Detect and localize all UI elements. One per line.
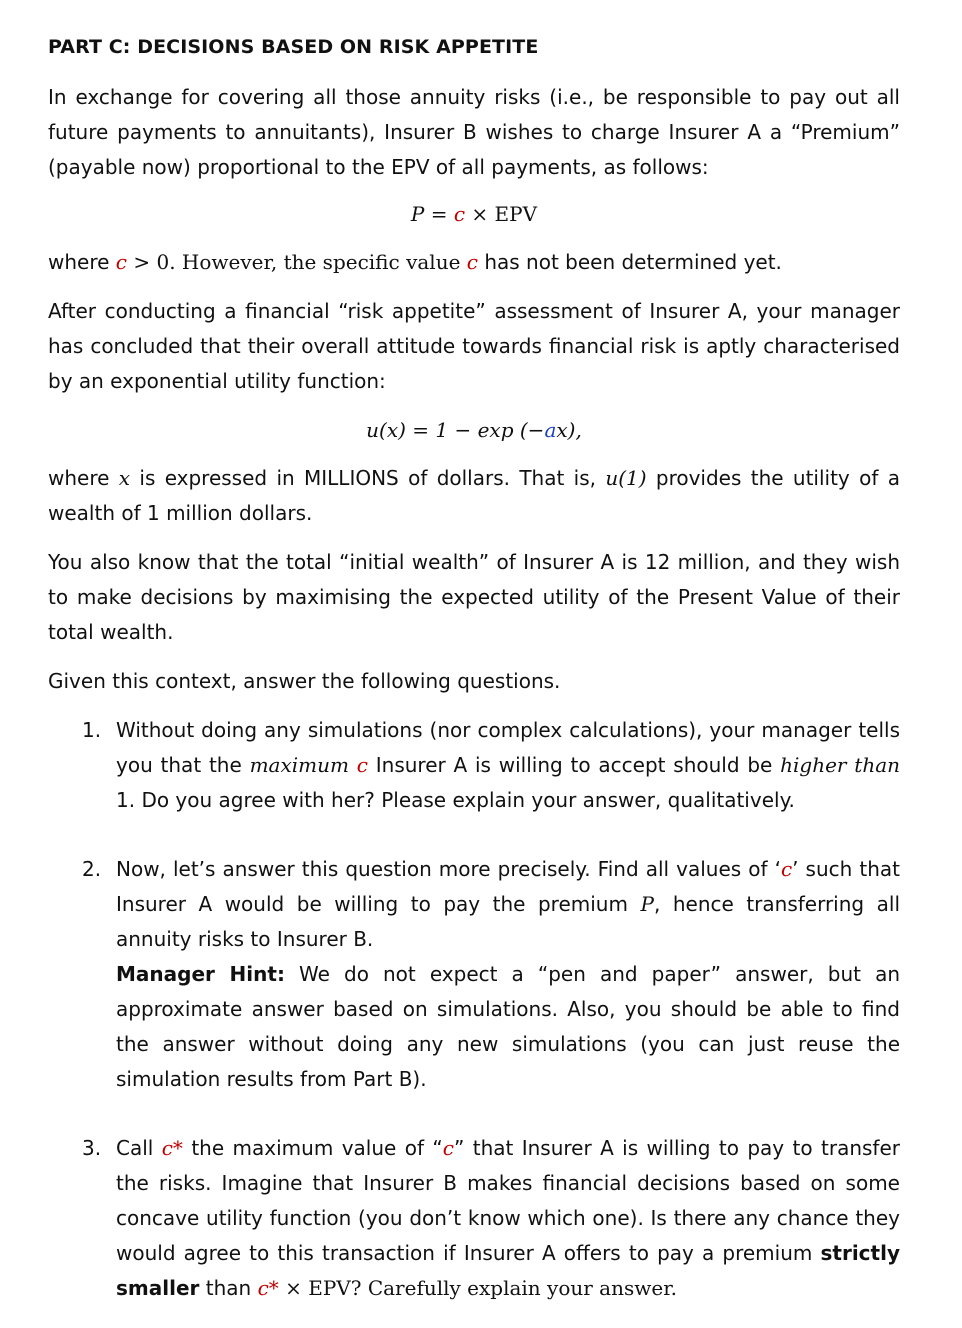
text-span: Without doing any simulations (nor complex calculations), your manager tells you that the xyxy=(116,718,900,777)
premium-equation xyxy=(48,197,900,231)
text-span: has not been determined yet. xyxy=(477,250,782,274)
bold-term: strictly smaller xyxy=(116,1241,900,1300)
c-symbol: c xyxy=(442,1136,454,1160)
eq-utility-left: u(x) = 1 − exp (− xyxy=(366,418,545,442)
text-span xyxy=(349,753,357,777)
question-number: 2. xyxy=(82,857,102,881)
text-span: than xyxy=(199,1276,258,1300)
question-2 xyxy=(48,852,900,1097)
text-span: provides the utility of a wealth of 1 million dollars. xyxy=(48,466,900,525)
c-symbol: c xyxy=(356,753,368,777)
eq-utility-right: x), xyxy=(556,418,582,442)
text-span: Now, let’s answer this question more precisely. Find all values of ‘ xyxy=(116,857,781,881)
x-symbol: x xyxy=(118,466,131,490)
question-3 xyxy=(48,1131,900,1306)
intro-paragraph: In exchange for covering all those annuity risks (i.e., be responsible to pay out all future payments to annuitants), Insurer B wishes to charge Insurer A a “Premium” (payable now) proportional to the EPV of all payments, as follows: xyxy=(48,85,900,179)
c-symbol: c xyxy=(466,250,478,274)
eq-equals: = xyxy=(424,202,454,226)
text-span: × EPV? Carefully explain your answer. xyxy=(278,1276,677,1300)
eq-alpha-symbol: a xyxy=(544,418,557,442)
text-span: 1. Do you agree with her? Please explain your answer, qualitatively. xyxy=(116,788,795,812)
c-condition-paragraph xyxy=(48,245,900,280)
c-star-symbol: c* xyxy=(161,1136,183,1160)
text-span: , hence transferring all annuity risks to Insurer B. xyxy=(116,892,900,951)
text-span: where xyxy=(48,250,116,274)
italic-term: maximum xyxy=(249,753,349,777)
document-page xyxy=(48,30,900,1306)
risk-appetite-paragraph: After conducting a financial “risk appetite” assessment of Insurer A, your manager has concluded that their overall attitude towards financial risk is aptly characterised by an exponential utility function: xyxy=(48,299,900,393)
text-span: where xyxy=(48,466,119,490)
hint-label: Manager Hint: xyxy=(116,962,285,986)
wealth-paragraph: You also know that the total “initial wealth” of Insurer A is 12 million, and they wish to make decisions by maximising the expected utility of the Present Value of their total wealth. xyxy=(48,550,900,644)
text-span: Insurer A is willing to accept should be xyxy=(367,753,781,777)
text-span: the maximum value of “ xyxy=(182,1136,443,1160)
context-paragraph: Given this context, answer the following questions. xyxy=(48,669,561,693)
text-span: Call xyxy=(116,1136,162,1160)
c-star-symbol: c* xyxy=(257,1276,279,1300)
text-span: ” that Insurer A is willing to pay to transfer the risks. Imagine that Insurer B makes financial decisions based on some concave utility function (you don’t know which one). Is there any chance they would agree to this transaction if Insurer A offers to pay a premium xyxy=(116,1136,900,1265)
question-1 xyxy=(48,713,900,818)
question-number: 3. xyxy=(82,1136,102,1160)
u1-expression: u(1) xyxy=(605,466,647,490)
eq-premium-symbol: P xyxy=(410,202,425,226)
premium-symbol: P xyxy=(640,892,654,916)
hint-text: We do not expect a “pen and paper” answer, but an approximate answer based on simulations. Also, you should be able to find the answer without doing any new simulations (you can just reuse the simulation results from Part B). xyxy=(116,962,901,1091)
text-span: ’ such that Insurer A would be willing to pay the premium xyxy=(116,857,900,916)
c-symbol: c xyxy=(115,250,127,274)
eq-rhs: × EPV xyxy=(465,202,538,226)
section-heading: PART C: DECISIONS BASED ON RISK APPETITE xyxy=(48,36,539,58)
question-number: 1. xyxy=(82,718,102,742)
units-paragraph xyxy=(48,461,900,531)
c-symbol: c xyxy=(780,857,793,881)
italic-term: higher than xyxy=(780,753,900,777)
eq-c-symbol: c xyxy=(453,202,466,226)
text-span: > 0. However, the specific value xyxy=(127,250,467,274)
utility-equation xyxy=(48,413,900,447)
questions-list xyxy=(48,713,900,1306)
text-span: is expressed in MILLIONS of dollars. That is, xyxy=(130,466,606,490)
